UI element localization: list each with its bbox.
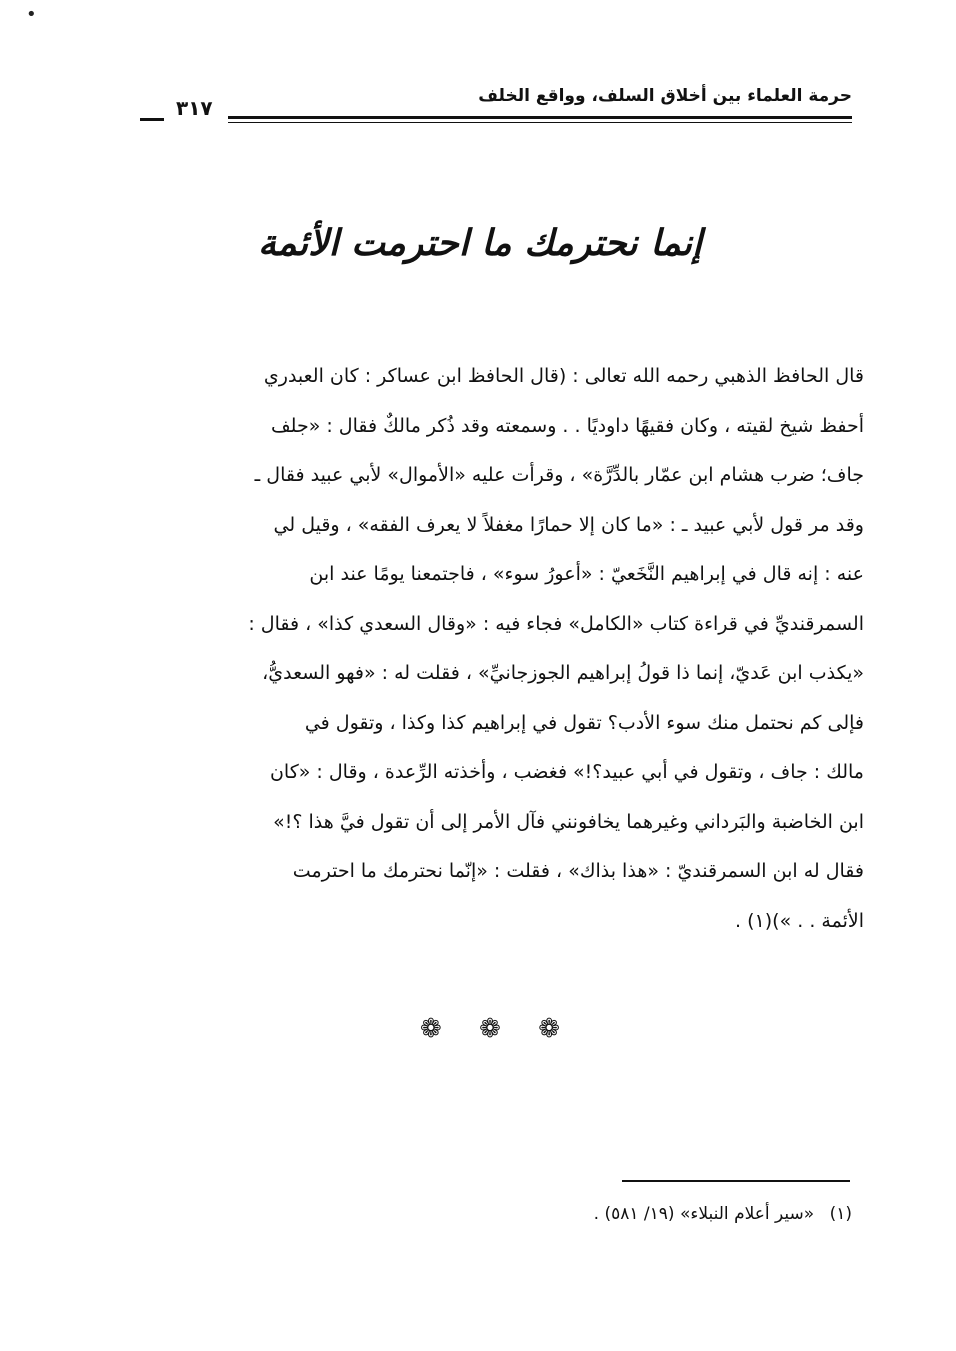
page-number: ٣١٧ bbox=[172, 96, 217, 120]
ornament-icon: ❁ bbox=[420, 1014, 442, 1044]
scan-dot: • bbox=[26, 4, 37, 25]
ornament-icon: ❁ bbox=[538, 1014, 560, 1044]
footnote-rule bbox=[622, 1180, 850, 1182]
body-line: وقد مر قول لأبي عبيد ـ : «ما كان إلا حمارًا مغفلاً لا يعرف الفقه» ، وقيل لي bbox=[273, 513, 864, 536]
body-text bbox=[140, 352, 864, 946]
body-line: عنه : إنه قال في إبراهيم النَّخَعيّ : «أعورُ سوء» ، فاجتمعنا يومًا عند ابن bbox=[309, 563, 864, 585]
body-line: «يكذب ابن عَديّ، إنما ذا قولُ إبراهيم الجوزجانيِّ» ، فقلت له : «فهو السعديُّ، bbox=[262, 662, 864, 684]
header-rule-thin bbox=[228, 122, 852, 123]
body-line: فقال له ابن السمرقنديّ : «هذا بذاك» ، فقلت : «إنّما نحترمك ما احترمت bbox=[292, 860, 864, 882]
body-line: الأئمة . . »)(١) . bbox=[735, 909, 864, 932]
section-ornaments bbox=[420, 1014, 560, 1044]
body-line: ابن الخاضبة والبَرداني وغيرهما يخافونني فآل الأمر إلى أن تقول فيَّ هذا ؟!» bbox=[273, 810, 864, 833]
footnote bbox=[594, 1204, 852, 1224]
header-rule-thick bbox=[228, 116, 852, 119]
footnote-marker: (١) bbox=[829, 1204, 852, 1224]
running-header bbox=[140, 84, 852, 134]
footnote-text: «سير أعلام النبلاء» (١٩/ ٥٨١) . bbox=[593, 1204, 815, 1224]
body-line: جاف؛ ضرب هشام ابن عمّار بالدِّرَّة» ، وقرأت عليه «الأموال» لأبي عبيد فقال ـ bbox=[254, 464, 864, 486]
body-line: السمرقنديِّ في قراءة كتاب «الكامل» فجاء فيه : «وقال السعدي كذا» ، فقال : bbox=[248, 612, 864, 635]
body-line: فإلى كم نحتمل منك سوء الأدب؟ تقول في إبراهيم كذا وكذا ، وتقول في bbox=[304, 711, 864, 734]
body-line: قال الحافظ الذهبي رحمه الله تعالى : (قال الحافظ ابن عساكر : كان العبدري bbox=[263, 365, 864, 387]
body-line: أحفظ شيخ لقيته ، وكان فقيهًا داوديًا . . وسمعته وقد ذُكر مالكٌ فقال : «جلف bbox=[270, 414, 864, 437]
header-title: حرمة العلماء بين أخلاق السلف، وواقع الخلف bbox=[478, 86, 852, 106]
body-line: مالك : جاف ، وتقول في أبي عبيد؟!» فغضب ، وأخذته الرِّعدة ، وقال : «كان bbox=[269, 761, 864, 783]
header-rule-left bbox=[140, 118, 164, 121]
chapter-title: إنما نحترمك ما احترمت الأئمة bbox=[257, 222, 703, 264]
ornament-icon: ❁ bbox=[479, 1014, 501, 1044]
